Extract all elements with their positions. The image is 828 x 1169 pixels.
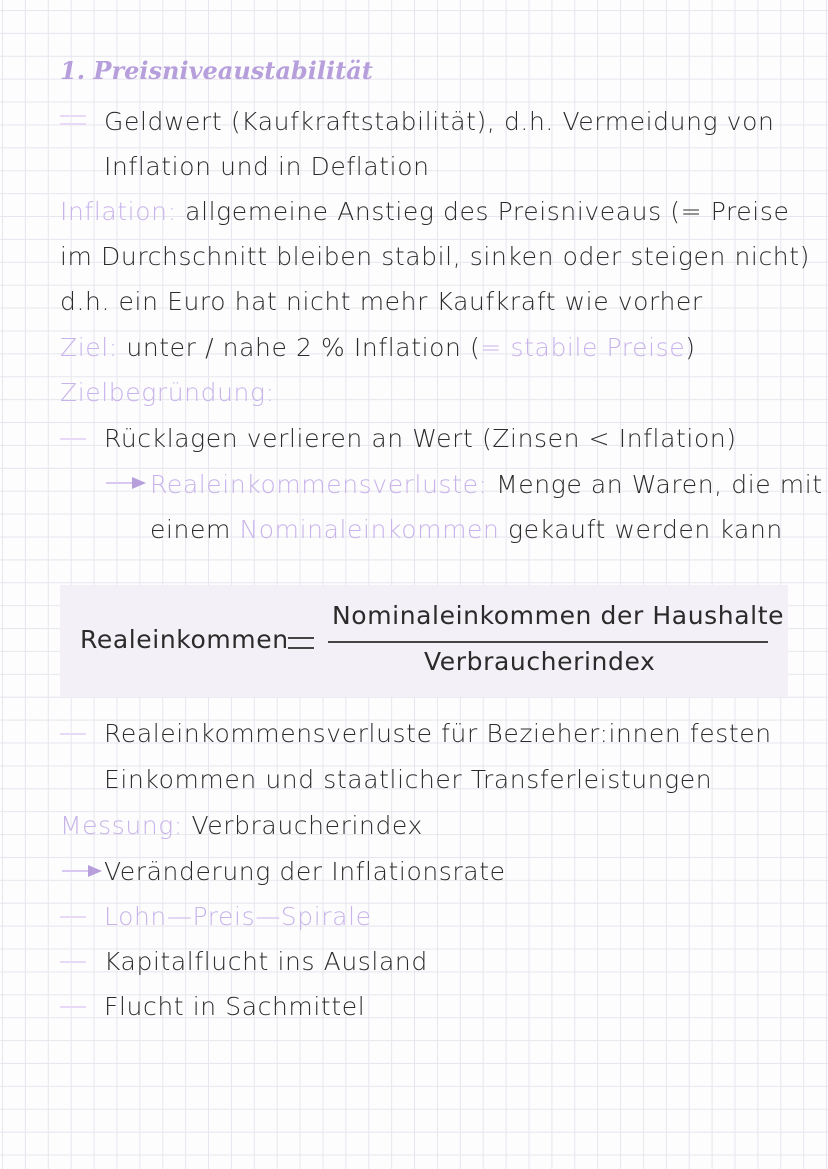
bezieher-line-2: Einkommen und staatlicher Transferleistungen <box>104 765 713 794</box>
inflation-line-2: im Durchschnitt bleiben stabil, sinken oder steigen nicht) <box>60 242 811 271</box>
ziel-line <box>60 331 696 365</box>
formula-numerator: Nominaleinkommen der Haushalte <box>332 601 785 630</box>
equals-marker-icon <box>60 115 86 125</box>
veraenderung-line: Veränderung der Inflationsrate <box>104 857 506 886</box>
ziel-accent: = stabile Preise <box>480 333 686 362</box>
messung-text: Verbraucherindex <box>191 811 423 840</box>
dash-marker-icon <box>60 961 86 963</box>
ziel-label: Ziel: <box>60 333 118 362</box>
messung-label: Messung: <box>60 811 183 840</box>
sachmittel-line: Flucht in Sachmittel <box>104 992 366 1021</box>
inflation-label: Inflation: <box>60 197 177 226</box>
realverlust-label: Realeinkommensverluste: <box>150 470 488 499</box>
realverlust-line-1 <box>150 468 823 502</box>
realverlust-line-2 <box>150 513 783 547</box>
geldwert-line-1: Geldwert (Kaufkraftstabilität), d.h. Vermeidung von <box>104 107 775 136</box>
ruecklagen-line: Rücklagen verlieren an Wert (Zinsen < Inflation) <box>104 424 737 453</box>
dash-marker-icon <box>60 438 86 440</box>
page-title: 1. Preisniveaustabilität <box>60 56 373 85</box>
arrow-right-icon <box>62 864 102 878</box>
ziel-close: ) <box>685 333 696 362</box>
messung-line <box>60 809 423 843</box>
ziel-text: unter / nahe 2 % Inflation ( <box>126 333 481 362</box>
formula-denominator: Verbraucherindex <box>424 647 656 676</box>
arrow-right-icon <box>106 476 146 490</box>
bezieher-line-1: Realeinkommensverluste für Bezieher:innen festen <box>104 719 772 748</box>
formula-lhs: Realeinkommen <box>80 625 289 654</box>
equals-sign-icon <box>288 637 314 649</box>
formula-box <box>60 585 788 697</box>
lohn-preis-line: Lohn—Preis—Spirale <box>104 902 372 931</box>
dash-marker-icon <box>60 1006 86 1008</box>
geldwert-line-2: Inflation und in Deflation <box>104 152 430 181</box>
realverlust-einem: einem <box>150 515 231 544</box>
realverlust-nominal: Nominaleinkommen <box>239 515 500 544</box>
fraction-bar <box>328 641 768 643</box>
inflation-text: allgemeine Anstieg des Preisniveaus (= Preise <box>185 197 790 226</box>
inflation-line-1 <box>60 195 789 229</box>
zielbegruendung-label: Zielbegründung: <box>60 378 275 407</box>
inflation-line-3: d.h. ein Euro hat nicht mehr Kaufkraft wie vorher <box>60 287 703 316</box>
realverlust-text: Menge an Waren, die mit <box>496 470 823 499</box>
dash-marker-icon <box>60 916 86 918</box>
kapitalflucht-line: Kapitalflucht ins Ausland <box>104 947 428 976</box>
dash-marker-icon <box>60 733 86 735</box>
realverlust-rest: gekauft werden kann <box>508 515 783 544</box>
